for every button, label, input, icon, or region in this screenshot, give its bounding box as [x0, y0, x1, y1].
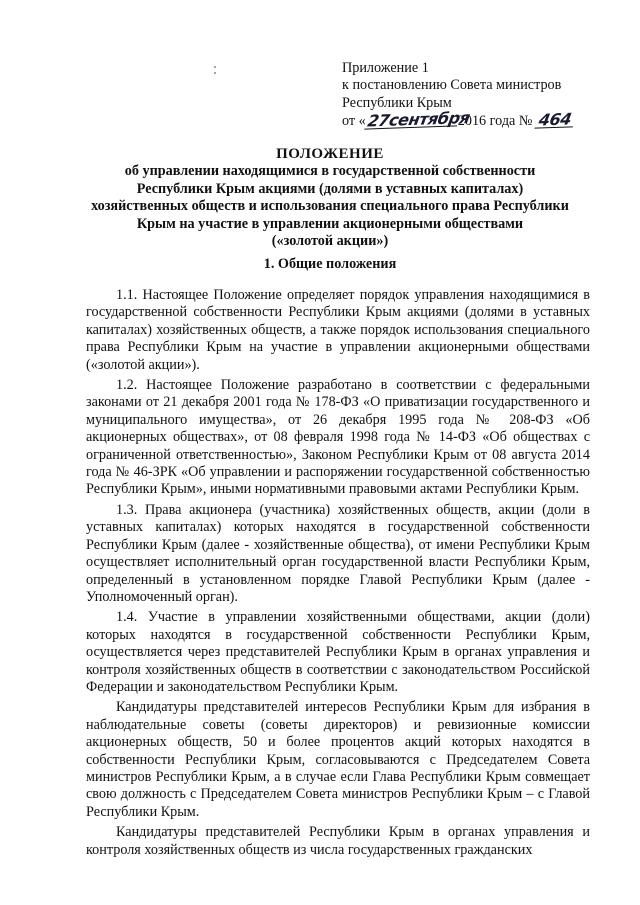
title-heading: ПОЛОЖЕНИЕ: [276, 146, 384, 162]
appendix-block: [342, 60, 622, 131]
date-suffix: 2016 года №: [457, 113, 533, 130]
paragraph-1-4: 1.4. Участие в управлении хозяйственными обществами, акции (доли) которых находятся в государственной собственности Республики Крым, осуществляется через представителей Республики Крым в органах управления и контроля хозяйственных обществ в соответствии с законодательством Российской Федерации и законодательством Республики Крым.: [86, 609, 590, 695]
scan-speck: [214, 66, 216, 68]
paragraph-1-1: 1.1. Настоящее Положение определяет порядок управления находящимися в государственной собственности Республики Крым акциями (долями в уставных капиталах) хозяйственных обществ, а также порядок использования специального права Республики Крым на участие в управлении акционерными обществами («золотой акции»).: [86, 287, 590, 373]
handwritten-date: 27сентября: [365, 108, 472, 131]
paragraph-1-2: 1.2. Настоящее Положение разработано в соответствии с федеральными законами от 21 декабря 2001 года № 178-ФЗ «О приватизации государственного и муниципального имущества», от 26 декабря 1995 года № 208-ФЗ «Об акционерных обществах», от 08 февраля 1998 года № 14-ФЗ «Об обществах с ограниченной ответственностью», Законом Республики Крым от 08 августа 2014 года № 46-ЗРК «Об управлении и распоряжении государственной собственностью Республики Крым», иными нормативными правовыми актами Республики Крым.: [86, 377, 590, 498]
title-line-4: Крым на участие в управлении акционерными обществами: [136, 215, 524, 232]
appendix-line-1: Приложение 1: [342, 60, 429, 76]
scan-speck: [214, 72, 216, 74]
title-line-2: Республики Крым акциями (долями в уставных капиталах): [136, 180, 524, 197]
paragraph-candidates-civil: Кандидатуры представителей Республики Крым в органах управления и контроля хозяйственных обществ из числа государственных гражданских: [86, 824, 590, 858]
handwritten-number: 464: [534, 112, 575, 129]
paragraph-candidates: Кандидатуры представителей интересов Республики Крым для избрания в наблюдательные советы (советы директоров) и ревизионные комиссии акционерных обществ, 50 и более процентов акций которых находятся в собственности Республики Крым, согласовываются с Председателем Совета министров Республики Крым, а в случае если Глава Республики Крым совмещает свою должность с Председателем Совета министров Республики Крым – с Главой Республики Крым.: [86, 699, 590, 820]
document-body: [86, 287, 590, 862]
appendix-line-2: к постановлению Совета министров: [342, 77, 562, 94]
date-prefix: от «: [342, 113, 366, 130]
title-line-3: хозяйственных обществ и использования специального права Республики: [91, 198, 569, 215]
section-heading: 1. Общие положения: [263, 256, 397, 272]
title-line-1: об управлении находящимися в государственной собственности: [124, 163, 536, 180]
appendix-line-3: Республики Крым: [342, 94, 452, 111]
appendix-date-line: [342, 108, 622, 131]
document-title: [60, 146, 600, 250]
paragraph-1-3: 1.3. Права акционера (участника) хозяйственных обществ, акции (доли в уставных капиталах) которых находятся в государственной собственности Республики Крым (далее - хозяйственные общества), от имени Республики Крым осуществляет исполнительный орган государственной власти Республики Крым, определенный в установленном порядке Главой Республики Крым (далее - Уполномоченный орган).: [86, 501, 590, 605]
title-line-5: («золотой акции»): [271, 233, 389, 250]
